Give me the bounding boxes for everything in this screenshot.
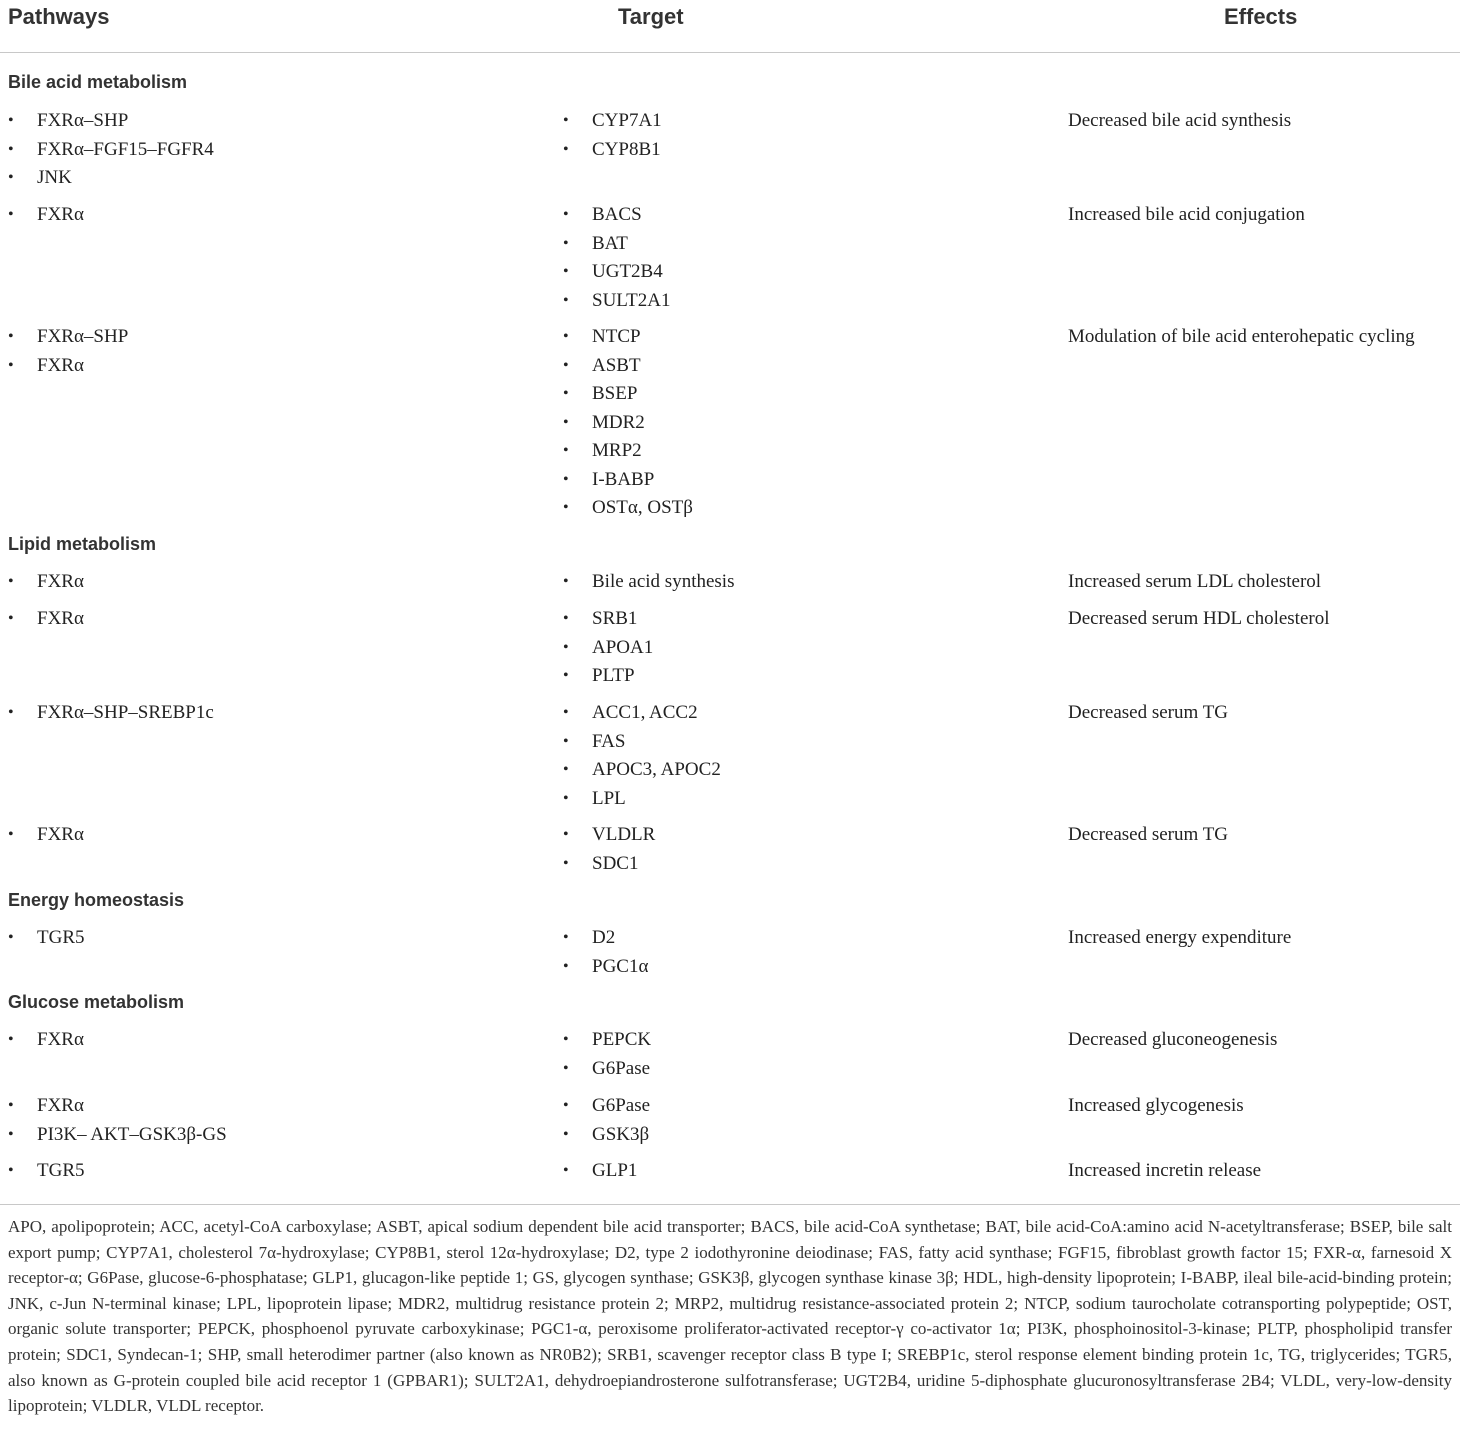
effect-text: Increased energy expenditure xyxy=(1068,927,1292,948)
target-item: • PEPCK xyxy=(563,1026,651,1055)
targets-list xyxy=(563,107,662,164)
effect-text: Modulation of bile acid enterohepatic cycling xyxy=(1068,326,1415,347)
pathway-item: • FXRα xyxy=(8,1026,84,1055)
pathway-item: • FXRα xyxy=(8,568,84,597)
pathway-item: • FXRα xyxy=(8,201,84,230)
target-item: • SRB1 xyxy=(563,605,653,634)
pathway-item: • FXRα–SHP xyxy=(8,323,128,352)
target-item: • CYP7A1 xyxy=(563,107,662,136)
pathway-item: • FXRα–SHP xyxy=(8,107,214,136)
effect-text: Increased serum LDL cholesterol xyxy=(1068,571,1322,592)
pathways-list xyxy=(8,605,84,634)
pathways-list xyxy=(8,924,85,953)
pathways-list xyxy=(8,568,84,597)
pathway-item: • TGR5 xyxy=(8,924,85,953)
target-item: • VLDLR xyxy=(563,821,655,850)
targets-list xyxy=(563,201,670,315)
target-item: • SDC1 xyxy=(563,850,655,879)
pathway-item: • FXRα–SHP–SREBP1c xyxy=(8,699,214,728)
target-item: • UGT2B4 xyxy=(563,258,670,287)
pathway-item: • FXRα xyxy=(8,1092,227,1121)
targets-list xyxy=(563,924,648,981)
pathway-item: • FXRα–FGF15–FGFR4 xyxy=(8,136,214,165)
pathways-list xyxy=(8,1157,85,1186)
pathways-list xyxy=(8,323,128,380)
table-header xyxy=(0,0,1460,53)
effect-text: Decreased gluconeogenesis xyxy=(1068,1029,1278,1050)
targets-list xyxy=(563,699,721,813)
targets-list xyxy=(563,605,653,691)
target-item: • NTCP xyxy=(563,323,693,352)
target-item: • GLP1 xyxy=(563,1157,637,1186)
pathways-list xyxy=(8,107,214,193)
target-item: • LPL xyxy=(563,785,721,814)
effect-text: Increased incretin release xyxy=(1068,1160,1262,1181)
pathways-list xyxy=(8,699,214,728)
section-title-lipid-metabolism: Lipid metabolism xyxy=(8,534,157,554)
section-title-energy-homeostasis: Energy homeostasis xyxy=(8,890,185,910)
target-item: • MDR2 xyxy=(563,409,693,438)
effect-text: Increased glycogenesis xyxy=(1068,1095,1244,1116)
target-item: • SULT2A1 xyxy=(563,287,670,316)
target-item: • GSK3β xyxy=(563,1121,650,1150)
targets-list xyxy=(563,1092,650,1149)
header-target: Target xyxy=(618,4,684,29)
target-item: • BSEP xyxy=(563,380,693,409)
target-item: • FAS xyxy=(563,728,721,757)
target-item: • APOA1 xyxy=(563,634,653,663)
target-item: • APOC3, APOC2 xyxy=(563,756,721,785)
pathways-list xyxy=(8,1026,84,1055)
target-item: • MRP2 xyxy=(563,437,693,466)
effect-text: Increased bile acid conjugation xyxy=(1068,204,1305,225)
pathway-item: • FXRα xyxy=(8,821,84,850)
pathway-item: • FXRα xyxy=(8,352,128,381)
target-item: • G6Pase xyxy=(563,1092,650,1121)
targets-list xyxy=(563,1157,637,1186)
target-item: • BACS xyxy=(563,201,670,230)
effect-text: Decreased serum TG xyxy=(1068,824,1229,845)
pathways-list xyxy=(8,821,84,850)
pathway-item: • TGR5 xyxy=(8,1157,85,1186)
target-item: • OSTα, OSTβ xyxy=(563,494,693,523)
effect-text: Decreased serum TG xyxy=(1068,702,1229,723)
footer-divider xyxy=(0,1204,1460,1205)
target-item: • ACC1, ACC2 xyxy=(563,699,721,728)
target-item: • BAT xyxy=(563,230,670,259)
targets-list xyxy=(563,1026,651,1083)
target-item: • CYP8B1 xyxy=(563,136,662,165)
target-item: • PLTP xyxy=(563,662,653,691)
effect-text: Decreased bile acid synthesis xyxy=(1068,110,1292,131)
table-footnote: APO, apolipoprotein; ACC, acetyl-CoA carboxylase; ASBT, apical sodium dependent bile acid transporter; BACS, bile acid-CoA synthetase; BAT, bile acid-CoA:amino acid N-acetyltransferase; BSEP, bile salt export pump; CYP7A1, cholesterol 7α-hydroxylase; CYP8B1, sterol 12α-hydroxylase; D2, type 2 iodothyronine deiodinase; FAS, fatty acid synthase; FGF15, fibroblast growth factor 15; FXR-α, farnesoid X receptor-α; G6Pase, glucose-6-phosphatase; GLP1, glucagon-like peptide 1; GS, glycogen synthase; GSK3β, glycogen synthase kinase 3β; HDL, high-density lipoprotein; I-BABP, ileal bile-acid-binding protein; JNK, c-Jun N-terminal kinase; LPL, lipoprotein lipase; MDR2, multidrug resistance protein 2; MRP2, multidrug resistance-associated protein 2; NTCP, sodium taurocholate cotransporting polypeptide; OST, organic solute transporter; PEPCK, phosphoenol pyruvate carboxykinase; PGC1-α, peroxisome proliferator-activated receptor-γ co-activator 1α; PI3K, phosphoinositol-3-kinase; PLTP, phospholipid transfer protein; SDC1, Syndecan-1; SHP, small heterodimer partner (also known as NR0B2); SRB1, scavenger receptor class B type I; SREBP1c, sterol response element binding protein 1c, TG, triglycerides; TGR5, also known as G-protein coupled bile acid receptor 1 (GPBAR1); SULT2A1, dehydroepiandrosterone sulfotransferase; UGT2B4, uridine 5-diphosphate glucuronosyltransferase 2B4; VLDL, very-low-density lipoprotein; VLDLR, VLDL receptor. xyxy=(8,1217,1453,1416)
target-item: • G6Pase xyxy=(563,1055,651,1084)
header-effects: Effects xyxy=(1224,4,1298,29)
pathway-item: • FXRα xyxy=(8,605,84,634)
target-item: • I-BABP xyxy=(563,466,693,495)
target-item: • Bile acid synthesis xyxy=(563,568,734,597)
effect-text: Decreased serum HDL cholesterol xyxy=(1068,608,1330,629)
section-title-bile-acid-metabolism: Bile acid metabolism xyxy=(8,72,188,92)
pathway-item: • PI3K– AKT–GSK3β-GS xyxy=(8,1121,227,1150)
targets-list xyxy=(563,323,693,523)
pathway-item: • JNK xyxy=(8,164,214,193)
targets-list xyxy=(563,568,734,597)
target-item: • PGC1α xyxy=(563,953,648,982)
pathways-list xyxy=(8,1092,227,1149)
pathways-list xyxy=(8,201,84,230)
targets-list xyxy=(563,821,655,878)
target-item: • ASBT xyxy=(563,352,693,381)
section-title-glucose-metabolism: Glucose metabolism xyxy=(8,992,185,1012)
header-pathways: Pathways xyxy=(8,4,110,29)
target-item: • D2 xyxy=(563,924,648,953)
